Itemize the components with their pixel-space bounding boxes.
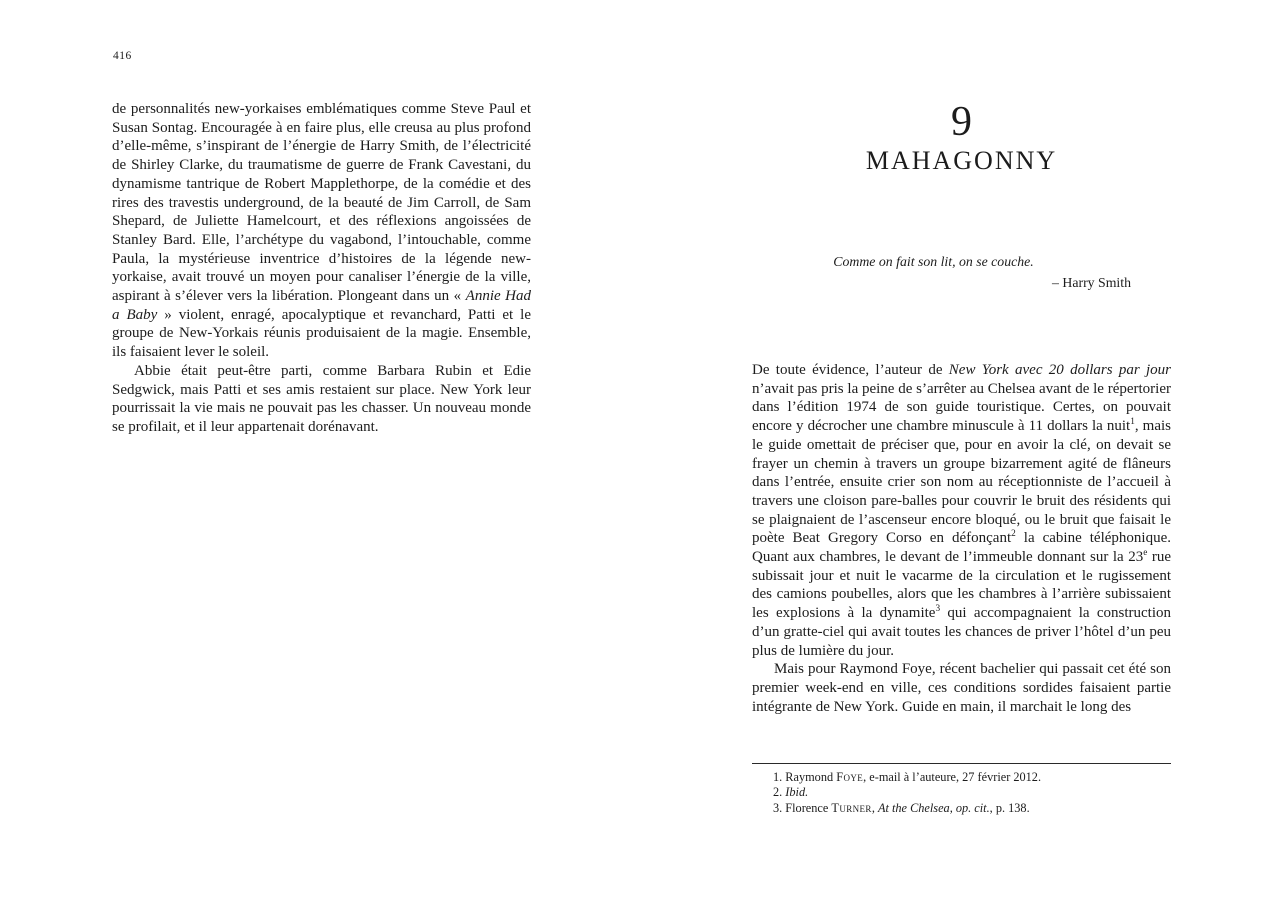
epigraph-attribution: – Harry Smith [1052,275,1131,290]
footnote: 1. Raymond Foye, e-mail à l’auteure, 27 février 2012. [773,770,1042,784]
right-page-body [752,361,1171,716]
chapter-heading [752,100,1171,176]
left-page [112,0,531,904]
paragraph: Abbie était peut-être parti, comme Barbara Rubin et Edie Sedgwick, mais Patti et ses amis restaient sur place. New York leur pourrissait la vie mais ne pouvait pas les chasser. Un nouveau monde se profilait, et il leur appartenait dorénavant. [112,362,531,435]
epigraph-quote: Comme on fait son lit, on se couche. [833,254,1034,269]
paragraph: de personnalités new-yorkaises emblématiques comme Steve Paul et Susan Sontag. Encouragée à en faire plus, elle creusa au plus profond d’elle-même, s’inspirant de l’énergie de Harry Smith, de l’électricité de Shirley Clarke, du traumatisme de guerre de Frank Cavestani, du dynamisme tantrique de Robert Mapplethorpe, de la comédie et des rires des travestis underground, de la beauté de Jim Carroll, de Sam Shepard, de Juliette Hamelcourt, et des réflexions angoissées de Stanley Bard. Elle, l’archétype du vagabond, l’intouchable, comme Paula, la mystérieuse inventrice d’histoires de la légende new-yorkaise, avait trouvé un moyen pour canaliser l’énergie de la ville, aspirant à s’élever vers la libération. Plongeant dans un « Annie Had a Baby » violent, enragé, apocalyptique et revanchard, Patti et le groupe de New-Yorkais réunis produisaient de la magie. Ensemble, ils faisaient lever le soleil. [112,101,531,361]
paragraph: Mais pour Raymond Foye, récent bachelier qui passait cet été son premier week-end en ville, ces conditions sordides faisaient partie intégrante de New York. Guide en main, il marchait le long des [752,661,1171,715]
chapter-title: MAHAGONNY [865,146,1058,175]
right-page [752,0,1171,904]
footnote: 3. Florence Turner, At the Chelsea, op. cit., p. 138. [773,800,1030,815]
epigraph [752,252,1171,292]
paragraph: De toute évidence, l’auteur de New York avec 20 dollars par jour n’avait pas pris la peine de s’arrêter au Chelsea avant de le répertorier dans l’édition 1974 de son guide touristique. Certes, on pouvait encore y décrocher une chambre minuscule à 11 dollars la nuit$^1$, mais le guide omettait de préciser que, pour en avoir la clé, on devait se frayer un chemin à travers un groupe bizarrement agité de flâneurs dans l’entrée, ensuite crier son nom au réceptionniste de l’accueil à travers une cloison pare-balles pour couvrir le bruit des résidents qui se plaignaient de l’ascenseur encore bloqué, ou le bruit que faisait le poète Beat Gregory Corso en défonçant$^2$ la cabine téléphonique. Quant aux chambres, le devant de l’immeuble donnant sur la 23e rue subissait jour et nuit le vacarme de la circulation et le rugissement des camions poubelles, alors que les chambres à l’arrière subissaient les explosions à la dynamite$^3$ qui accompagnaient la construction d’un gratte-ciel qui avait toutes les chances de priver l’hôtel d’un peu plus de lumière du jour. [752,362,1172,659]
footnotes-section [752,763,1171,816]
chapter-number: 9 [951,99,972,145]
page-number: 416 [113,50,132,62]
left-page-body [112,100,531,437]
footnote: 2. Ibid. [773,785,809,800]
